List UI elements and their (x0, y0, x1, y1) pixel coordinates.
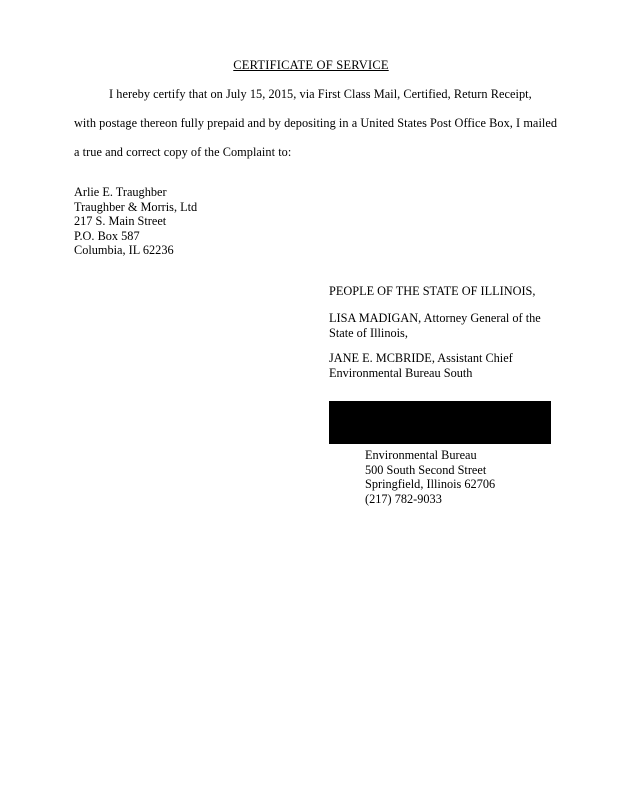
office-city: Springfield, Illinois 62706 (365, 477, 496, 491)
document-title: CERTIFICATE OF SERVICE (233, 58, 389, 72)
recipient-po-box: P.O. Box 587 (74, 228, 140, 243)
office-street: 500 South Second Street (365, 462, 487, 477)
recipient-name: Arlie E. Traughber (74, 185, 167, 199)
assistant-chief-line-1: JANE E. MCBRIDE, Assistant Chief (329, 351, 513, 365)
certification-line-2: with postage thereon fully prepaid and by depositing in a United States Post Office Box, I mailed (74, 116, 558, 130)
certification-line-3: a true and correct copy of the Complaint to: (74, 145, 292, 159)
office-address-block (365, 448, 495, 506)
assistant-chief-line-2: Environmental Bureau South (329, 365, 473, 380)
office-phone: (217) 782-9033 (365, 491, 442, 506)
party-name (329, 284, 535, 299)
certification-line-1: I hereby certify that on July 15, 2015, via First Class Mail, Certified, Return Receipt, (109, 87, 532, 101)
assistant-chief-block (329, 351, 513, 380)
office-bureau: Environmental Bureau (365, 448, 477, 462)
redaction-box (329, 401, 551, 444)
recipient-address-block (74, 185, 197, 258)
attorney-general-line-2: State of Illinois, (329, 325, 408, 340)
recipient-firm: Traughber & Morris, Ltd (74, 199, 198, 214)
attorney-general-block (329, 311, 541, 340)
recipient-city: Columbia, IL 62236 (74, 243, 174, 257)
party-line: PEOPLE OF THE STATE OF ILLINOIS, (329, 284, 536, 298)
attorney-general-line-1: LISA MADIGAN, Attorney General of the (329, 311, 541, 325)
recipient-street: 217 S. Main Street (74, 214, 167, 228)
